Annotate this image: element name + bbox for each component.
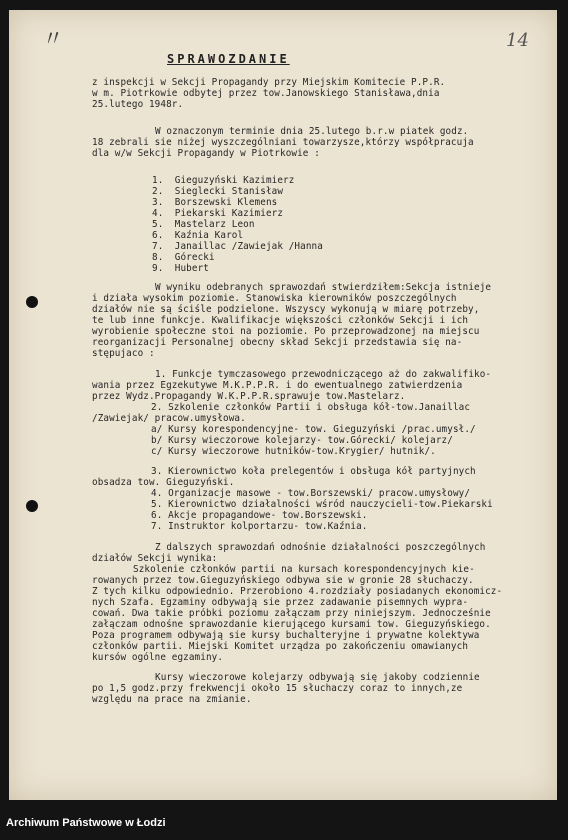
document-line: po 1,5 godz.przy frekwencji około 15 słuchaczy coraz to innych,ze bbox=[92, 683, 463, 694]
document-line: działów nie są ściśle podzielone. Wszyscy wykonują w miarę potrzeby, bbox=[92, 304, 480, 315]
document-line: 7. Janaillac /Zawiejak /Hanna bbox=[152, 241, 323, 252]
document-line: Poza programem odbywają sie kursy buchalteryjne i prywatne kolektywa bbox=[92, 630, 480, 641]
document-line: Kursy wieczorowe kolejarzy odbywają się jakoby codziennie bbox=[155, 672, 480, 683]
document-line: stępujaco : bbox=[92, 348, 155, 359]
document-line: te lub inne funkcje. Kwalifikacje większości członków Sekcji i ich bbox=[92, 315, 469, 326]
document-line: 6. Akcje propagandowe- tow.Borszewski. bbox=[151, 510, 368, 521]
document-line: a/ Kursy korespondencyjne- tow. Gieguzyński /prac.umysł./ bbox=[151, 424, 476, 435]
document-line: b/ Kursy wieczorowe kolejarzy- tow.Górecki/ kolejarz/ bbox=[151, 435, 453, 446]
document-line: 5. Mastelarz Leon bbox=[152, 219, 255, 230]
document-line: 25.lutego 1948r. bbox=[92, 99, 184, 110]
document-line: i działa wysokim poziomie. Stanowiska kierowników poszczególnych bbox=[92, 293, 457, 304]
document-line: obsadza tow. Gieguzyński. bbox=[92, 477, 235, 488]
punch-hole bbox=[26, 500, 38, 512]
document-line: działów Sekcji wynika: bbox=[92, 553, 218, 564]
archive-footer-label: Archiwum Państwowe w Łodzi bbox=[6, 817, 166, 829]
document-line: nych Szafa. Egzaminy odbywają sie przez zadawanie pisemnych wypra- bbox=[92, 597, 469, 608]
document-line: 1. Funkcje tymczasowego przewodniczącego aż do zakwalifiko- bbox=[155, 369, 492, 380]
document-line: wyrobienie społeczne stoi na poziomie. Po przeprowadzonej na miejscu bbox=[92, 326, 480, 337]
document-line: 5. Kierownictwo działalności wśród nauczycieli-tow.Piekarski bbox=[151, 499, 493, 510]
document-line: 4. Organizacje masowe - tow.Borszewski/ pracow.umysłowy/ bbox=[151, 488, 471, 499]
document-line: Z dalszych sprawozdań odnośnie działalności poszczególnych bbox=[155, 542, 486, 553]
document-title: SPRAWOZDANIE bbox=[167, 52, 290, 66]
document-line: 4. Piekarski Kazimierz bbox=[152, 208, 284, 219]
document-line: /Zawiejak/ pracow.umysłowa. bbox=[92, 413, 246, 424]
document-line: W oznaczonym terminie dnia 25.lutego b.r.w piatek godz. bbox=[155, 126, 469, 137]
document-line: rowanych przez tow.Gieguzyńskiego odbywa sie w gronie 28 słuchaczy. bbox=[92, 575, 474, 586]
document-line: 3. Kierownictwo koła prelegentów i obsługa kół partyjnych bbox=[151, 466, 476, 477]
punch-hole bbox=[26, 296, 38, 308]
document-line: W wyniku odebranych sprawozdań stwierdziłem:Sekcja istnieje bbox=[155, 282, 492, 293]
document-line: przez Wydz.Propagandy W.K.P.P.R.sprawuje tow.Mastelarz. bbox=[92, 391, 406, 402]
document-line: 6. Kaźnia Karol bbox=[152, 230, 244, 241]
document-line: reorganizacji Personalnej obecny skład Sekcji przedstawia się na- bbox=[92, 337, 463, 348]
handwritten-page-number: 14 bbox=[506, 30, 529, 51]
document-line: Z tych kilku odpowiednio. Przerobiono 4.rozdziały posiadanych ekonomicz- bbox=[92, 586, 503, 597]
document-line: 1. Gieguzyński Kazimierz bbox=[152, 175, 295, 186]
document-line: 9. Hubert bbox=[152, 263, 209, 274]
document-line: 8. Górecki bbox=[152, 252, 215, 263]
document-line: wania przez Egzekutywe M.K.P.P.R. i do ewentualnego zatwierdzenia bbox=[92, 380, 463, 391]
document-line: dla w/w Sekcji Propagandy w Piotrkowie : bbox=[92, 148, 320, 159]
document-line: 2. Szkolenie członków Partii i obsługa kół-tow.Janaillac bbox=[151, 402, 471, 413]
document-line: członków partii. Miejski Komitet urządza po zakończeniu omawianych bbox=[92, 641, 469, 652]
document-line: 7. Instruktor kolportarzu- tow.Kaźnia. bbox=[151, 521, 368, 532]
document-line: względu na prace na zmianie. bbox=[92, 694, 252, 705]
document-line: 18 zebrali sie niżej wyszczególniani towarzysze,którzy współpracuja bbox=[92, 137, 474, 148]
document-line: z inspekcji w Sekcji Propagandy przy Miejskim Komitecie P.P.R. bbox=[92, 77, 446, 88]
handwritten-mark: 〃 bbox=[41, 26, 66, 53]
document-line: c/ Kursy wieczorowe hutników-tow.Krygier/ hutnik/. bbox=[151, 446, 436, 457]
document-line: cowań. Dwa takie próbki poziomu załączam przy niniejszym. Jednocześnie bbox=[92, 608, 491, 619]
document-line: 3. Borszewski Klemens bbox=[152, 197, 278, 208]
document-line: załączam odnośne sprawozdanie kierującego kursami tow. Gieguzyńskiego. bbox=[92, 619, 491, 630]
document-line: w m. Piotrkowie odbytej przez tow.Janowskiego Stanisława,dnia bbox=[92, 88, 440, 99]
document-line: Szkolenie członków partii na kursach korespondencyjnych kie- bbox=[133, 564, 475, 575]
document-line: kursów ogólne egzaminy. bbox=[92, 652, 224, 663]
document-line: 2. Sieglecki Stanisław bbox=[152, 186, 284, 197]
